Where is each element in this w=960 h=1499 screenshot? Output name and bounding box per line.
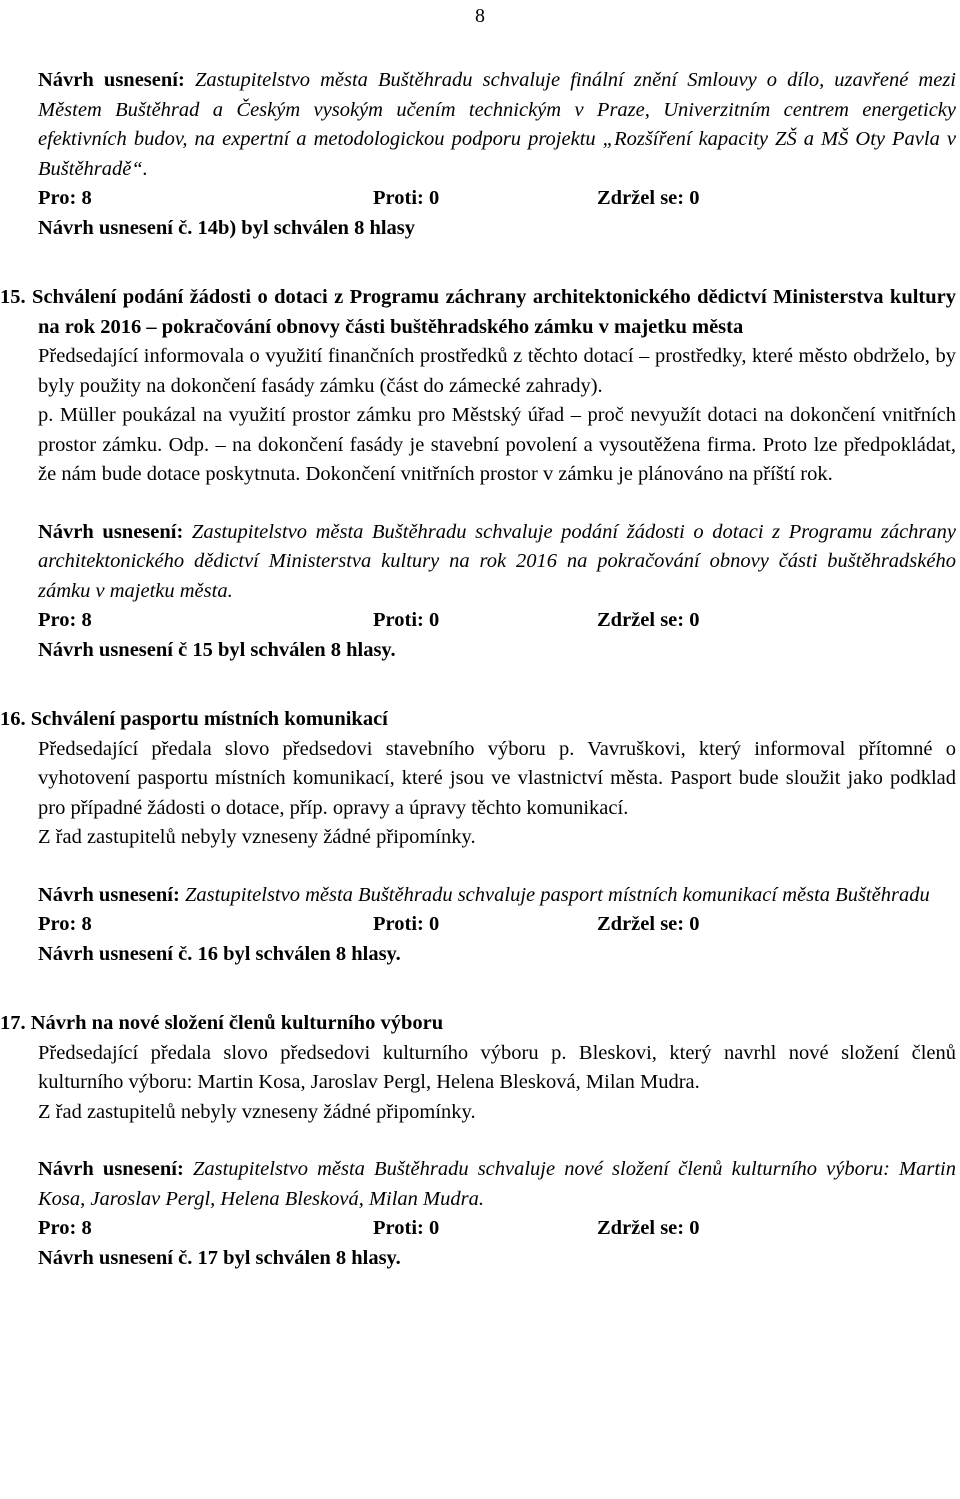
vote-pro: Pro: 8 [38,1217,92,1239]
item-number: 17. [0,1012,26,1034]
resolution-14b [38,66,956,184]
vote-pro: Pro: 8 [38,609,92,631]
item-16-para2: Z řad zastupitelů nebyly vzneseny žádné připomínky. [38,826,476,848]
document-body [0,66,957,1273]
result-14b: Návrh usnesení č. 14b) byl schválen 8 hlasy [38,216,416,239]
result-16: Návrh usnesení č. 16 byl schválen 8 hlasy. [38,942,401,965]
resolution-16 [38,881,956,911]
resolution-text: Zastupitelstvo města Buštěhradu schvaluje pasport místních komunikací města Buštěhradu [184,883,930,906]
proposal-label: Návrh usnesení: [38,69,185,91]
vote-row [38,1214,956,1244]
vote-pro: Pro: 8 [38,913,92,935]
resolution-text: Zastupitelstvo města Buštěhradu schvaluje nové složení členů kulturního výboru: Martin Kosa, Jaroslav Pergl, Helena Blesková, Milan Mudra. [38,1158,956,1210]
vote-row [38,184,956,214]
proposal-label: Návrh usnesení: [38,883,180,906]
vote-row [38,910,956,940]
resolution-15 [38,518,956,607]
result-17: Návrh usnesení č. 17 byl schválen 8 hlasy. [38,1246,401,1269]
item-16-para1: Předsedající předala slovo předsedovi stavebního výboru p. Vavruškovi, který informoval přítomné o vyhotovení pasportu místních komunikací, které jsou ve vlastnictví města. Pasport bude sloužit jako podklad pro případné žádosti o dotace, příp. opravy a úpravy těchto komunikací. [38,737,956,819]
item-number: 15. [0,286,26,308]
item-title: Schválení podání žádosti o dotaci z Programu záchrany architektonického dědictví Ministerstva kultury na rok 2016 – pokračování obnovy části buštěhradského zámku v majetku města [32,286,957,338]
vote-abstain: Zdržel se: 0 [597,609,700,631]
proposal-label: Návrh usnesení: [38,1158,184,1180]
vote-proti: Proti: 0 [373,609,440,631]
item-title: Návrh na nové složení členů kulturního výboru [30,1012,444,1034]
item-16-heading [0,705,956,735]
item-17-para2: Z řad zastupitelů nebyly vzneseny žádné připomínky. [38,1100,476,1123]
proposal-label: Návrh usnesení: [38,520,184,543]
vote-proti: Proti: 0 [373,187,440,209]
page-number: 8 [475,5,485,27]
resolution-17 [38,1155,956,1214]
vote-proti: Proti: 0 [373,913,440,935]
result-15: Návrh usnesení č 15 byl schválen 8 hlasy. [38,638,396,661]
item-15-para2: p. Müller poukázal na využití prostor zámku pro Městský úřad – proč nevyužít dotaci na dokončení vnitřních prostor zámku. Odp. – na dokončení fasády je stavební povolení a vysoutěžena firma. Proto lze předpokládat, že nám bude dotace poskytnuta. Dokončení vnitřních prostor v zámku je plánováno na příští rok. [38,404,956,485]
resolution-text: Zastupitelstvo města Buštěhradu schvaluje podání žádosti o dotaci z Programu záchrany architektonického dědictví Ministerstva kultury na rok 2016 na pokračování obnovy části buštěhradského zámku v majetku města. [38,520,957,602]
vote-pro: Pro: 8 [38,187,92,209]
item-17-heading [0,1009,956,1039]
item-15-para1: Předsedající informovala o využití finančních prostředků z těchto dotací – prostředky, které město obdrželo, by byly použity na dokončení fasády zámku (část do zámecké zahrady). [38,345,956,397]
vote-abstain: Zdržel se: 0 [597,913,700,935]
vote-proti: Proti: 0 [373,1217,440,1239]
vote-row [38,606,956,636]
item-title: Schválení pasportu místních komunikací [30,708,388,730]
item-number: 16. [0,708,26,730]
vote-abstain: Zdržel se: 0 [597,1217,700,1239]
item-15-heading [0,283,957,342]
vote-abstain: Zdržel se: 0 [597,187,700,209]
resolution-text: Zastupitelstvo města Buštěhradu schvaluje finální znění Smlouvy o dílo, uzavřené mezi Městem Buštěhrad a Českým vysokým učením technickým v Praze, Univerzitním centrem energeticky efektivních budov, na expertní a metodologickou podporu projektu „Rozšíření kapacity ZŠ a MŠ Oty Pavla v Buštěhradě“. [38,69,957,180]
item-17-para1: Předsedající předala slovo předsedovi kulturního výboru p. Bleskovi, který navrhl nové složení členů kulturního výboru: Martin Kosa, Jaroslav Pergl, Helena Blesková, Milan Mudra. [38,1041,956,1093]
